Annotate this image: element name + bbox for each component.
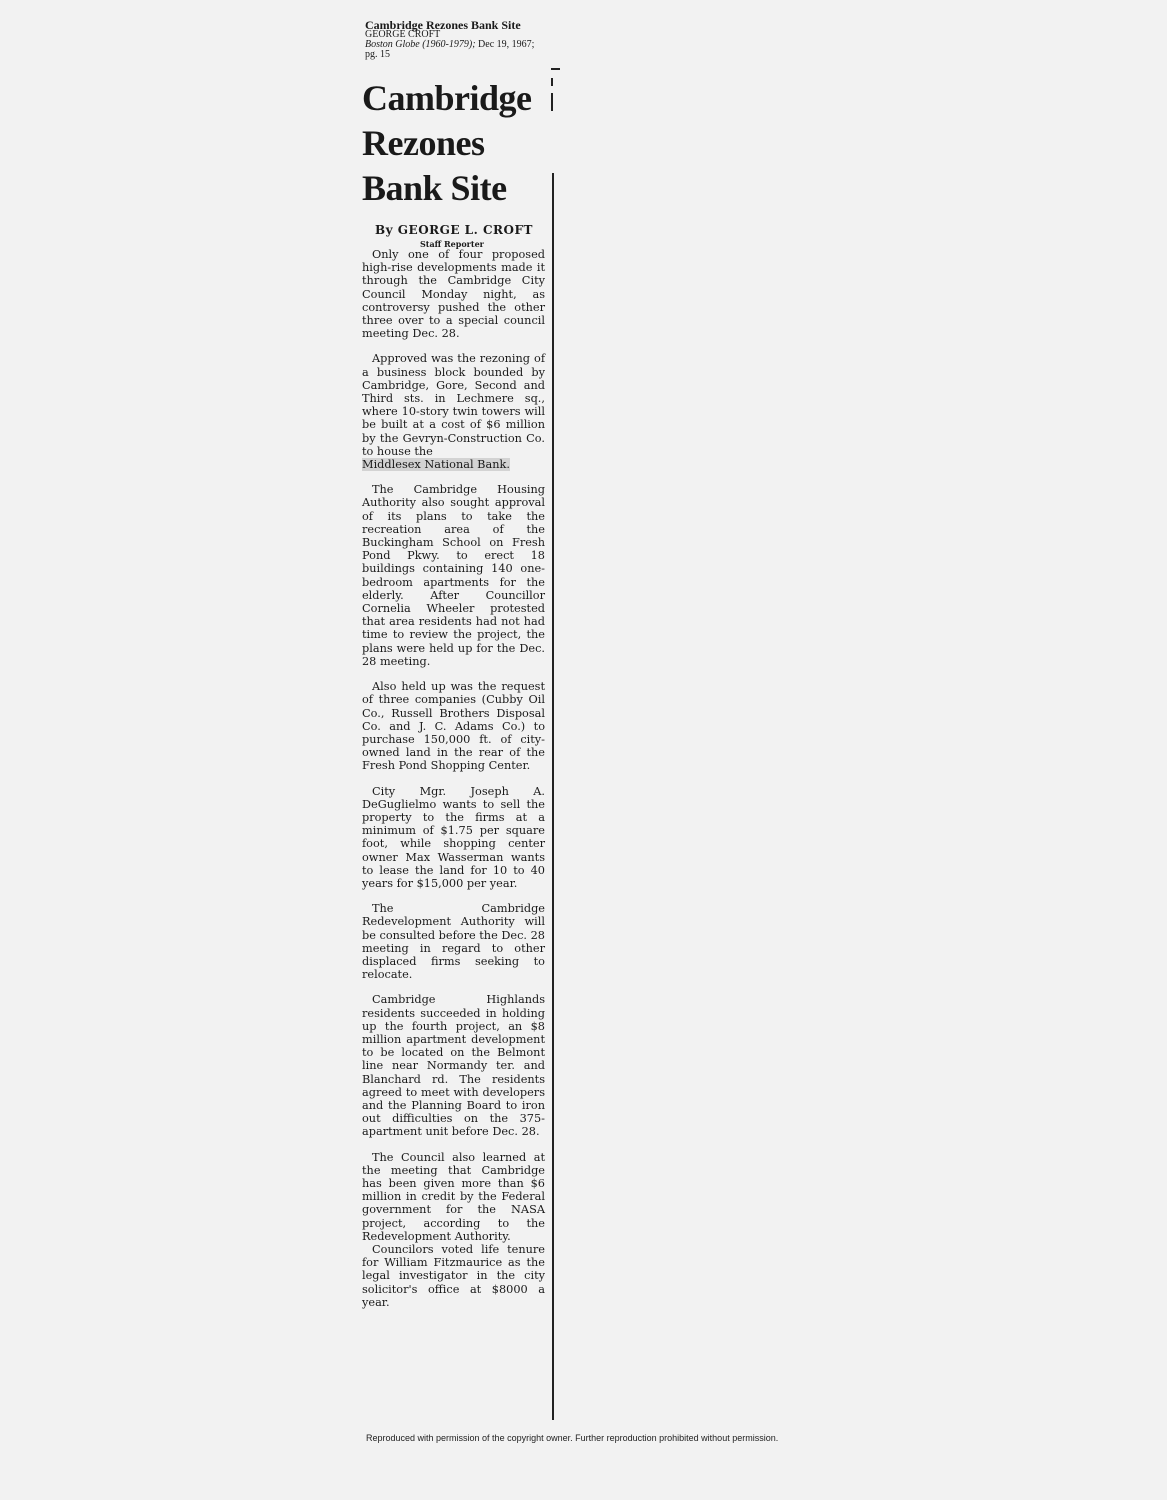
citation-author: GEORGE CROFT [365, 29, 441, 40]
paragraph: Councilors voted life tenure for William Fitzmaurice as the legal investigator in the city solicitor's office at $8000 a year. [362, 1243, 545, 1309]
highlight-span: Middlesex National Bank. [362, 458, 510, 472]
paragraph: City Mgr. Joseph A. DeGuglielmo wants to sell the property to the firms at a minimum of $1.75 per square foot, while shopping center owner Max Wasserman wants to lease the land for 10 to 40 years for $15,000 per year. [362, 784, 545, 890]
copyright-footer: Reproduced with permission of the copyright owner. Further reproduction prohibited without permission. [366, 1433, 779, 1443]
headline-line-1: Cambridge [362, 78, 532, 118]
byline: By GEORGE L. CROFT [375, 223, 533, 237]
citation-source [365, 40, 565, 50]
article-body [362, 248, 545, 1321]
paragraph: Also held up was the request of three companies (Cubby Oil Co., Russell Brothers Disposal Co. and J. C. Adams Co.) to purchase 150,000 ft. of city-owned land in the rear of the Fresh Pond Shopping Center. [362, 680, 545, 773]
paragraph: The Council also learned at the meeting that Cambridge has been given more than $6 million in credit by the Federal government for the NASA project, according to the Redevelopment Authority. [362, 1150, 545, 1243]
staff-label: Staff Reporter [420, 239, 484, 249]
paragraph: Approved was the rezoning of a business block bounded by Cambridge, Gore, Second and Third sts. in Lechmere sq., where 10-story twin towers will be built at a cost of $6 million by the Gevryn-Construction Co. to house the [362, 352, 545, 458]
column-rule-main [552, 173, 554, 1420]
paragraph: The Cambridge Housing Authority also sought approval of its plans to take the recreation area of the Buckingham School on Fresh Pond Pkwy. to erect 18 buildings containing 140 one-bedroom apartments for the elderly. After Councillor Cornelia Wheeler protested that area residents had not had time to review the project, the plans were held up for the Dec. 28 meeting. [362, 483, 545, 668]
headline-line-2: Rezones [362, 123, 485, 163]
paragraph: Cambridge Highlands residents succeeded in holding up the fourth project, an $8 million apartment development to be located on the Belmont line near Normandy ter. and Blanchard rd. The residents agreed to meet with developers and the Planning Board to iron out difficulties on the 375-apartment unit before Dec. 28. [362, 993, 545, 1139]
highlighted-text [362, 458, 545, 471]
citation-date: Dec 19, 1967; [478, 39, 535, 50]
citation-block [365, 20, 565, 60]
headline-line-3: Bank Site [362, 168, 507, 208]
citation-page: pg. 15 [365, 49, 390, 60]
citation-title: Cambridge Rezones Bank Site [365, 18, 521, 32]
column-tick-mark [551, 68, 560, 70]
headline [362, 76, 552, 211]
citation-publication: Boston Globe (1960-1979); [365, 39, 476, 50]
paragraph: Only one of four proposed high-rise developments made it through the Cambridge City Council Monday night, as controversy pushed the other three over to a special council meeting Dec. 28. [362, 248, 545, 341]
paragraph: The Cambridge Redevelopment Authority will be consulted before the Dec. 28 meeting in regard to other displaced firms seeking to relocate. [362, 902, 545, 982]
